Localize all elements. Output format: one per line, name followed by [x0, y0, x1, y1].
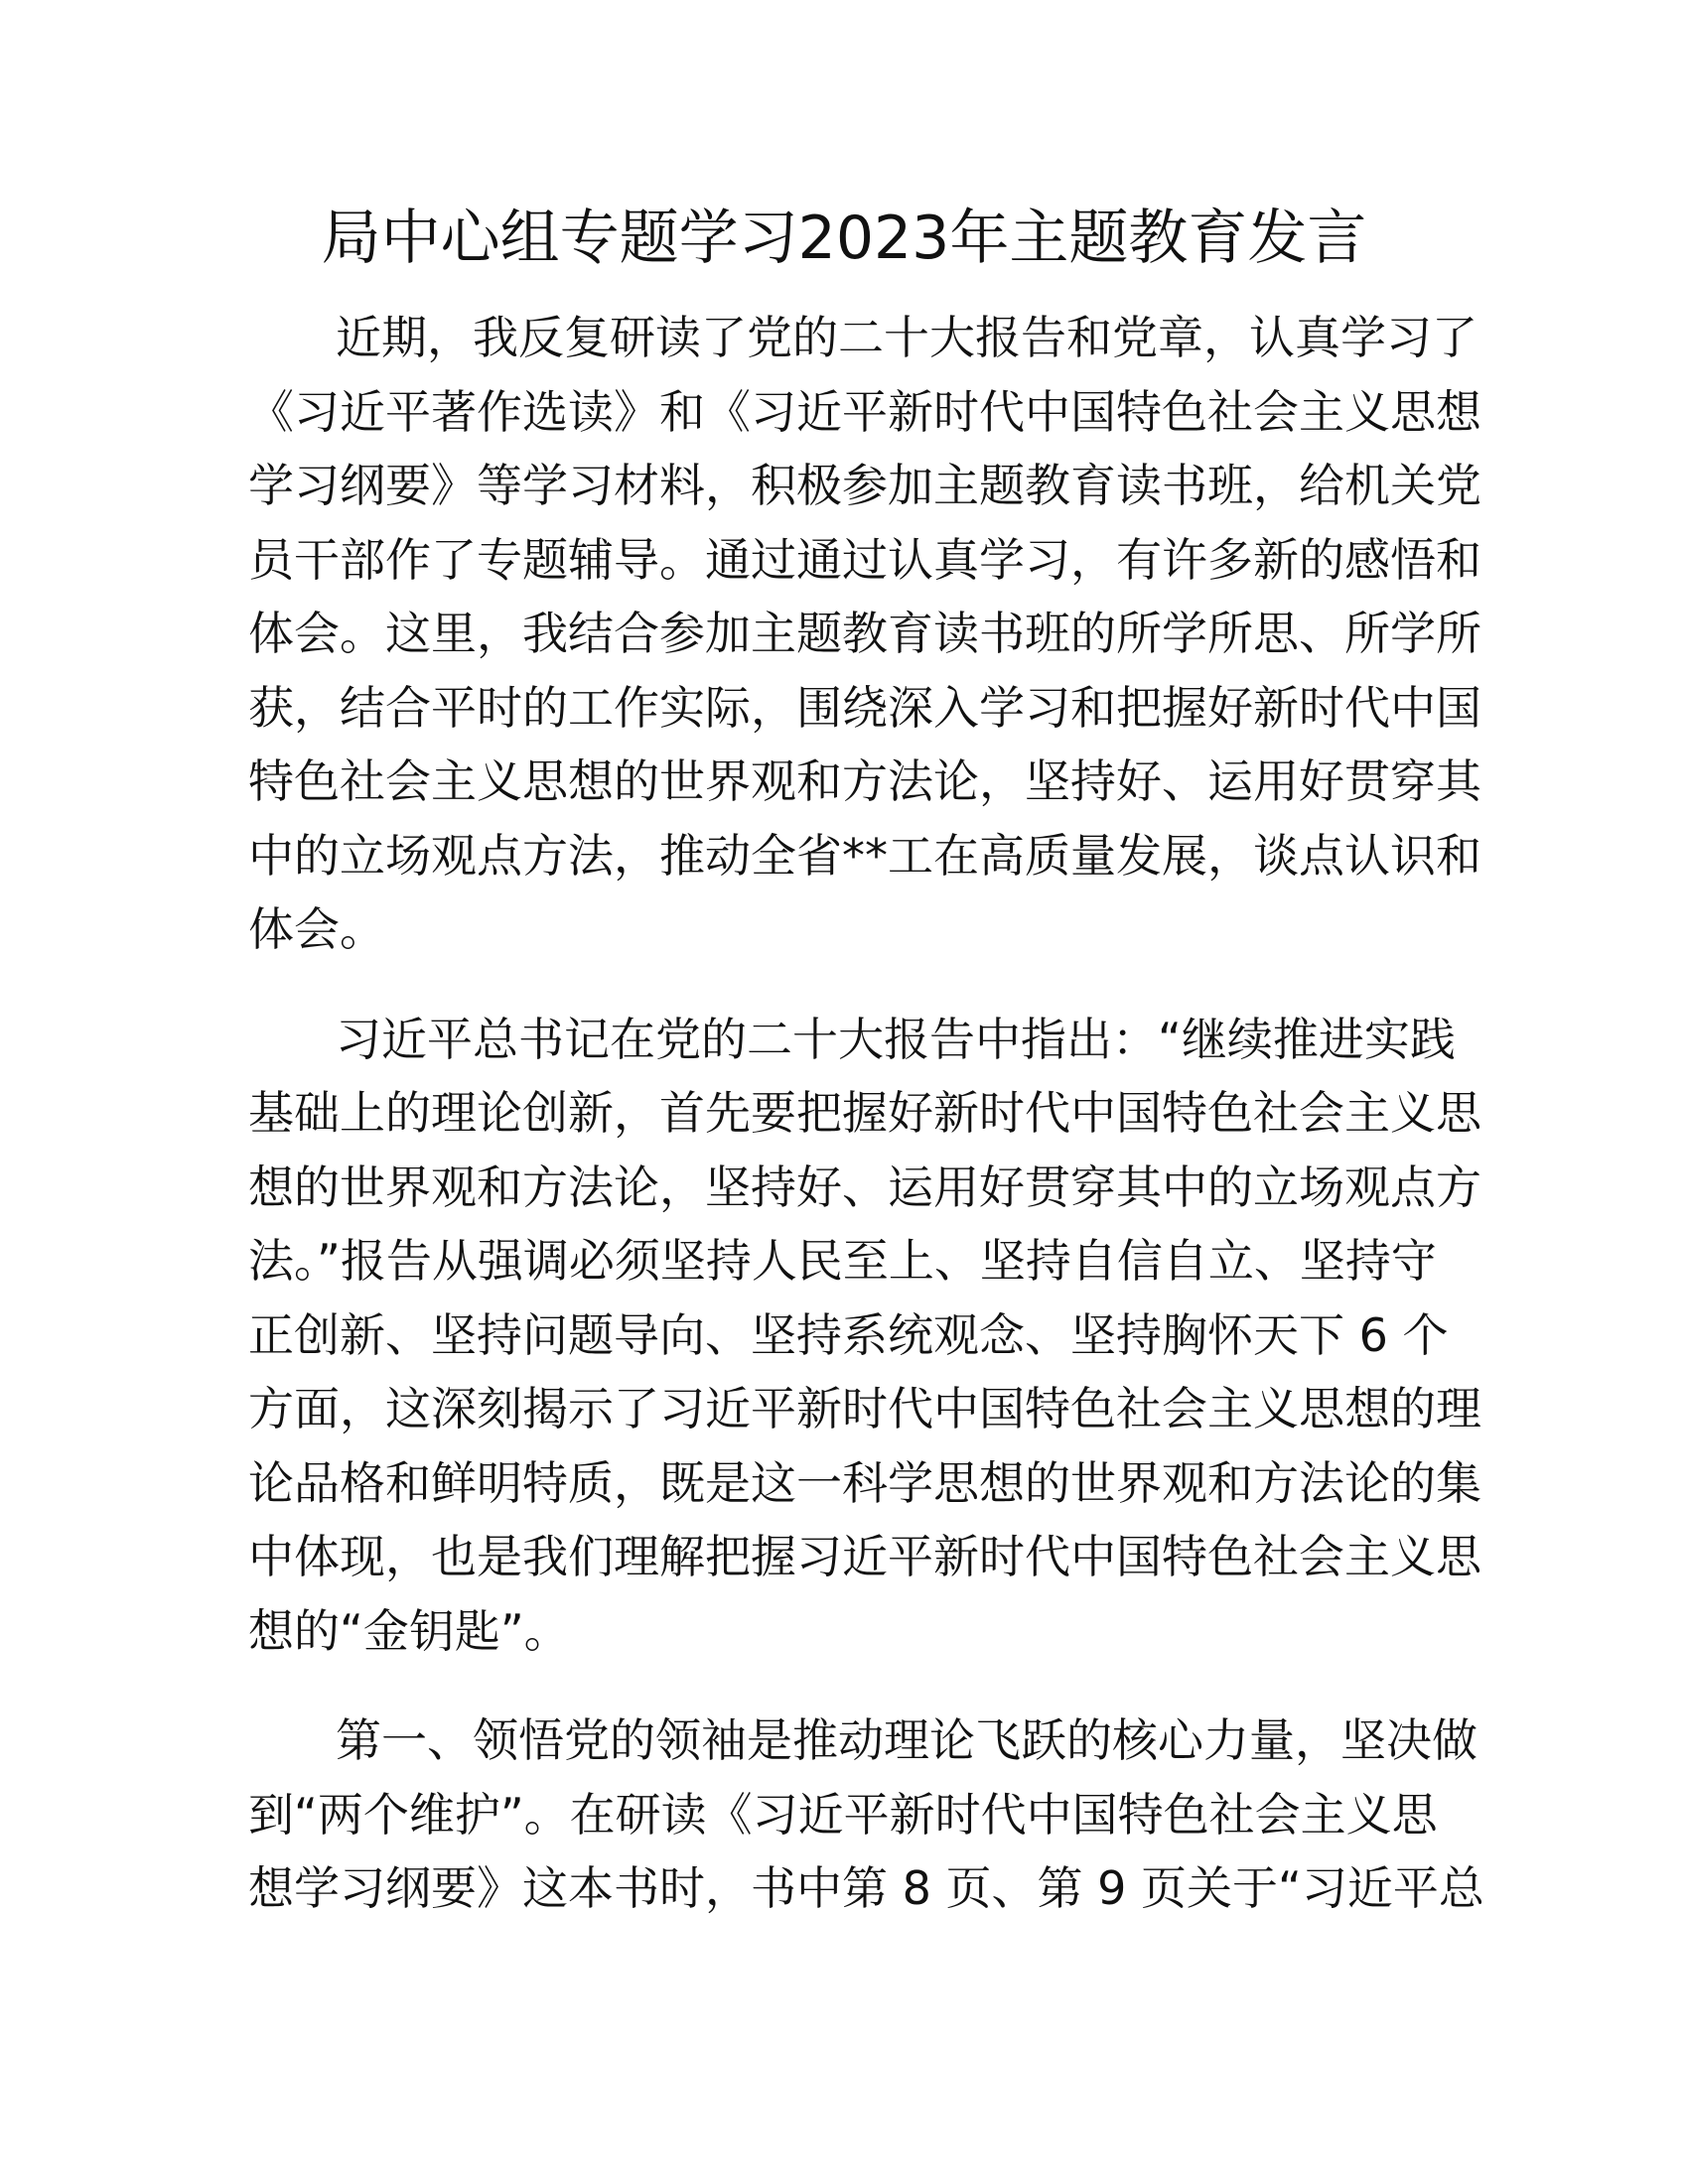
text-line: 学习纲要》等学习材料，积极参加主题教育读书班，给机关党: [248, 459, 1481, 512]
paragraph: [248, 1704, 1484, 1926]
text-line: 中体现，也是我们理解把握习近平新时代中国特色社会主义思: [248, 1530, 1481, 1583]
text-line: 方面，这深刻揭示了习近平新时代中国特色社会主义思想的理: [248, 1382, 1481, 1435]
text-line: 法。”报告从强调必须坚持人民至上、坚持自信自立、坚持守: [248, 1234, 1437, 1288]
text-line: 体会。: [248, 902, 385, 956]
text-line: 特色社会主义思想的世界观和方法论，坚持好、运用好贯穿其: [248, 754, 1481, 808]
paragraph: [248, 301, 1481, 967]
text-line: 想学习纲要》这本书时，书中第 8 页、第 9 页关于“习近平总: [248, 1861, 1484, 1915]
text-line: 获，结合平时的工作实际，围绕深入学习和把握好新时代中国: [248, 680, 1481, 735]
text-line: 到“两个维护”。在研读《习近平新时代中国特色社会主义思: [248, 1787, 1438, 1842]
text-line: 第一、领悟党的领袖是推动理论飞跃的核心力量，坚决做: [336, 1713, 1477, 1767]
document-body: [248, 301, 1484, 1962]
text-line: 想的世界观和方法论，坚持好、运用好贯穿其中的立场观点方: [248, 1160, 1481, 1214]
text-line: 体会。这里，我结合参加主题教育读书班的所学所思、所学所: [248, 607, 1481, 660]
text-line: 《习近平著作选读》和《习近平新时代中国特色社会主义思想: [248, 384, 1481, 439]
paragraph: [248, 1003, 1481, 1669]
text-line: 习近平总书记在党的二十大报告中指出：“继续推进实践: [336, 1012, 1456, 1066]
text-line: 正创新、坚持问题导向、坚持系统观念、坚持胸怀天下 6 个: [248, 1307, 1449, 1362]
text-line: 近期，我反复研读了党的二十大报告和党章，认真学习了: [336, 311, 1477, 364]
document-title: 局中心组专题学习2023年主题教育发言: [321, 204, 1367, 273]
text-line: 基础上的理论创新，首先要把握好新时代中国特色社会主义思: [248, 1086, 1481, 1140]
text-line: 员干部作了专题辅导。通过通过认真学习，有许多新的感悟和: [248, 532, 1481, 587]
text-line: 中的立场观点方法，推动全省**工在高质量发展，谈点认识和: [248, 828, 1481, 883]
text-line: 论品格和鲜明特质，既是这一科学思想的世界观和方法论的集: [248, 1455, 1481, 1510]
text-line: 想的“金钥匙”。: [248, 1603, 570, 1658]
